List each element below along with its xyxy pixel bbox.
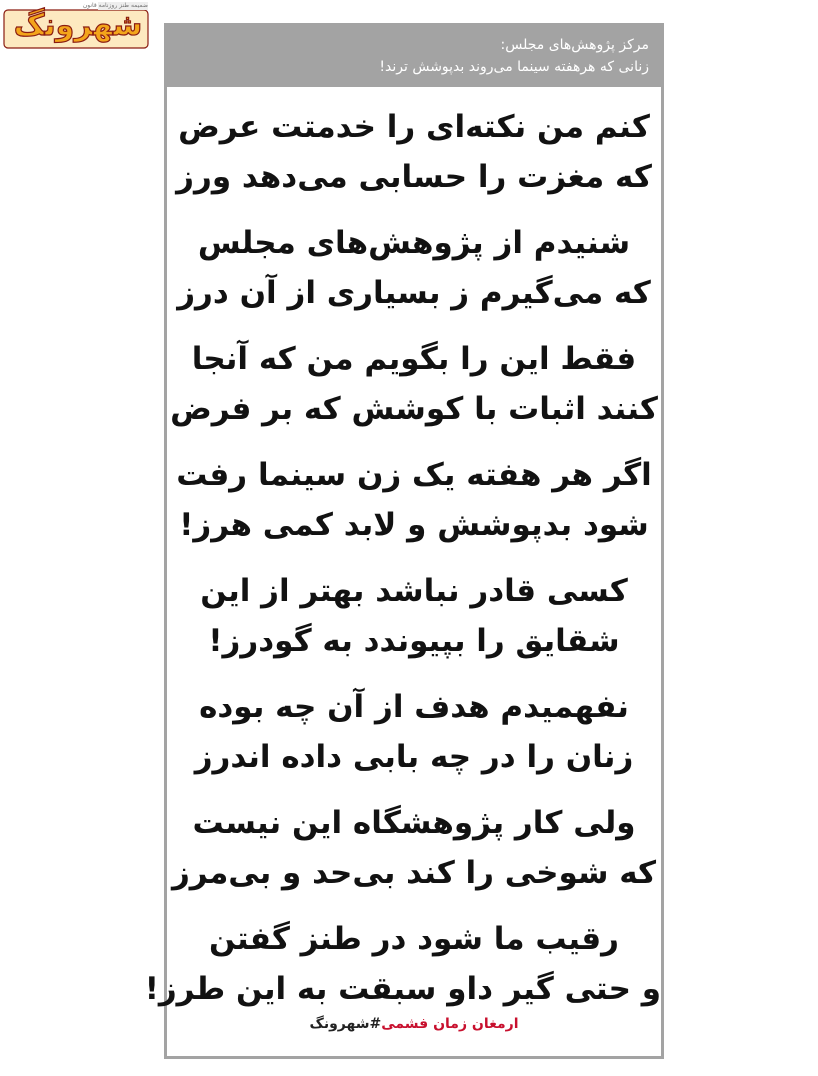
panel-header: [167, 26, 661, 87]
poem-panel: [144, 23, 664, 1059]
stanza: [167, 682, 661, 798]
verse-line: کنند اثبات با کوشش که بر فرض: [170, 391, 658, 427]
footer-credit: [167, 1014, 661, 1034]
header-line-2: زنانی که هرهفته سینما می‌روند بدپوشش ترند!: [379, 59, 649, 75]
stanza: [167, 450, 661, 566]
verse-line: و حتی گیر داو سبقت به این طرز!: [144, 971, 661, 1007]
verse-line: کنم من نکته‌ای را خدمتت عرض: [178, 109, 650, 145]
verse-line: ولی کار پژوهشگاه این نیست: [192, 805, 636, 841]
verse-line: زنان را در چه بابی داده اندرز: [194, 739, 634, 775]
stanza: [167, 566, 661, 682]
stanza: [144, 914, 661, 1030]
verse-line: رقیب ما شود در طنز گفتن: [208, 921, 620, 957]
verse-line: شقایق را بپیوندد به گودرز!: [208, 623, 620, 659]
logo-tagline: ضمیمه طنز روزنامه قانون: [82, 2, 148, 9]
verse-line: که می‌گیرم ز بسیاری از آن درز: [177, 275, 651, 311]
verse-line: اگر هر هفته یک زن سینما رفت: [176, 457, 652, 493]
stanza: [167, 334, 661, 450]
verse-line: که شوخی را کند بی‌حد و بی‌مرز: [171, 855, 657, 891]
verse-line: که مغزت را حسابی می‌دهد ورز: [176, 159, 652, 195]
hashtag: #شهرونگ: [309, 1016, 382, 1032]
header-line-1: مرکز پژوهش‌های مجلس:: [500, 37, 649, 53]
verse-line: کسی قادر نباشد بهتر از این: [200, 573, 628, 609]
shahrvang-logo: [2, 0, 150, 52]
poem: [144, 102, 661, 1030]
verse-line: نفهمیدم هدف از آن چه بوده: [199, 689, 629, 725]
verse-line: شنیدم از پژوهش‌های مجلس: [197, 225, 631, 261]
author-name: ارمغان زمان فشمی: [381, 1016, 519, 1032]
verse-line: فقط این را بگویم من که آنجا: [191, 341, 637, 377]
verse-line: شود بدپوشش و لابد کمی هرز!: [179, 507, 649, 543]
stanza: [167, 218, 661, 334]
logo-text: شهرونگ: [13, 8, 143, 43]
stanza: [167, 102, 661, 218]
stanza: [167, 798, 661, 914]
